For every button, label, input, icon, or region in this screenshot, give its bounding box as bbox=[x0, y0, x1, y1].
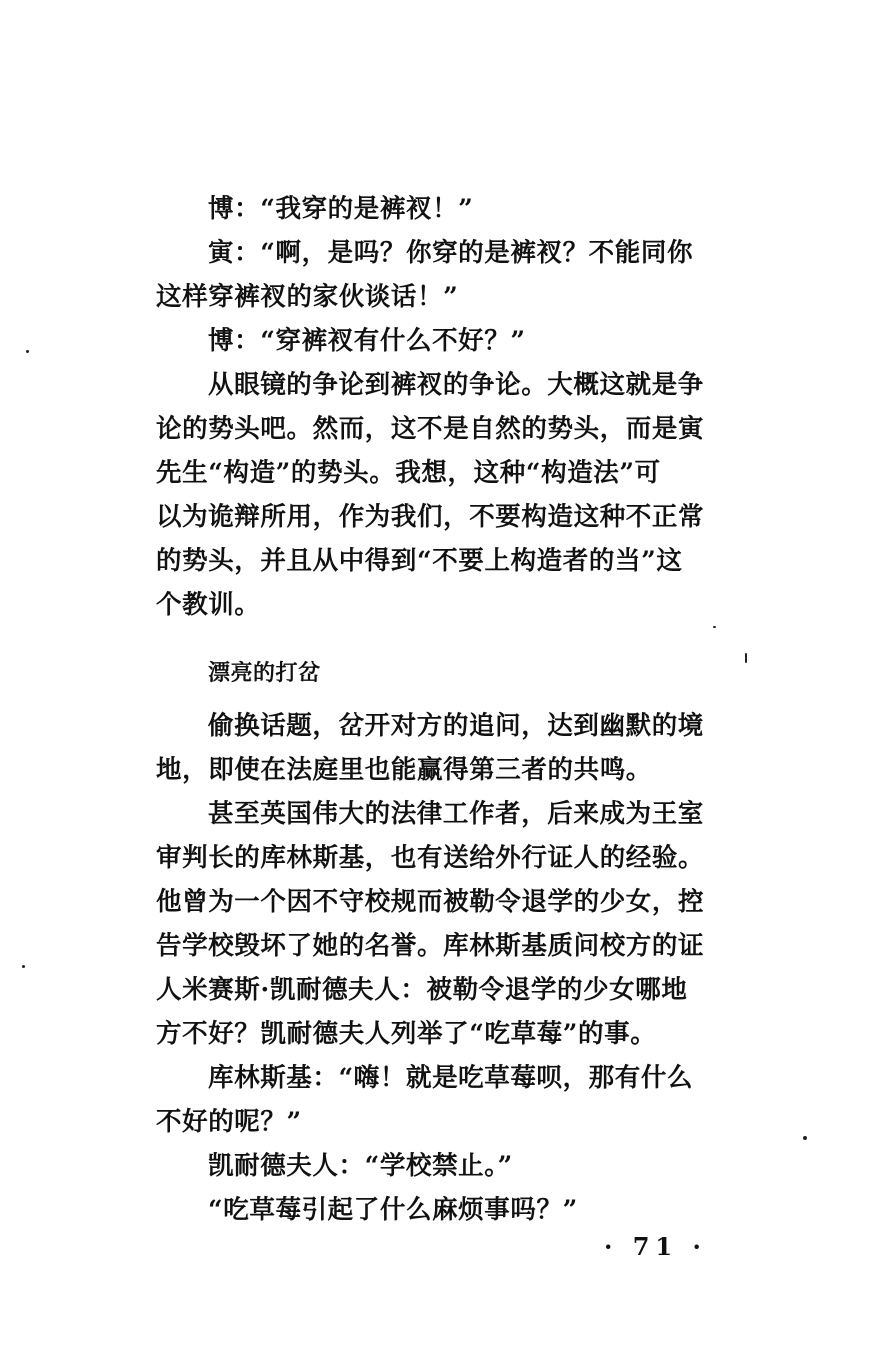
text-line-3: 这样穿裤衩的家伙谈话！” bbox=[156, 282, 459, 312]
scan-speck bbox=[26, 350, 29, 353]
section-heading: 漂亮的打岔 bbox=[208, 660, 321, 686]
text-line-15: 他曾为一个因不守校规而被勒令退学的少女，控 bbox=[156, 887, 705, 917]
text-line-7: 先生“构造”的势头。我想，这种“构造法”可 bbox=[156, 458, 661, 488]
scan-speck bbox=[745, 653, 747, 663]
text-line-8: 以为诡辩所用，作为我们，不要构造这种不正常 bbox=[156, 502, 705, 532]
text-line-4: 博：“穿裤衩有什么不好？” bbox=[208, 326, 526, 356]
text-line-5: 从眼镜的争论到裤衩的争论。大概这就是争 bbox=[208, 370, 704, 400]
page-number: · 71 · bbox=[604, 1232, 707, 1261]
text-line-9: 的势头，并且从中得到“不要上构造者的当”这 bbox=[156, 546, 683, 576]
text-line-1: 博：“我穿的是裤衩！” bbox=[208, 194, 474, 224]
scan-speck bbox=[803, 1136, 807, 1140]
text-line-11: 偷换话题，岔开对方的追问，达到幽默的境 bbox=[208, 711, 704, 741]
text-line-10: 个教训。 bbox=[156, 590, 261, 620]
text-line-2: 寅：“啊，是吗？你穿的是裤衩？不能同你 bbox=[208, 238, 694, 268]
scan-speck bbox=[713, 626, 716, 628]
text-line-6: 论的势头吧。然而，这不是自然的势头，而是寅 bbox=[156, 414, 705, 444]
text-line-17: 人米赛斯·凯耐德夫人：被勒令退学的少女哪地 bbox=[156, 975, 688, 1005]
text-line-14: 审判长的库林斯基，也有送给外行证人的经验。 bbox=[156, 843, 705, 873]
text-line-19: 库林斯基：“嗨！就是吃草莓呗，那有什么 bbox=[208, 1063, 694, 1093]
text-line-21: 凯耐德夫人：“学校禁止。” bbox=[208, 1151, 513, 1181]
text-line-18: 方不好？凯耐德夫人列举了“吃草莓”的事。 bbox=[156, 1019, 657, 1049]
text-line-12: 地，即使在法庭里也能赢得第三者的共鸣。 bbox=[156, 755, 652, 785]
text-line-20: 不好的呢？” bbox=[156, 1107, 302, 1137]
text-line-22: “吃草莓引起了什么麻烦事吗？” bbox=[208, 1195, 578, 1225]
text-line-13: 甚至英国伟大的法律工作者，后来成为王室 bbox=[208, 799, 704, 829]
scan-speck bbox=[22, 965, 25, 968]
text-line-16: 告学校毁坏了她的名誉。库林斯基质问校方的证 bbox=[156, 931, 705, 961]
